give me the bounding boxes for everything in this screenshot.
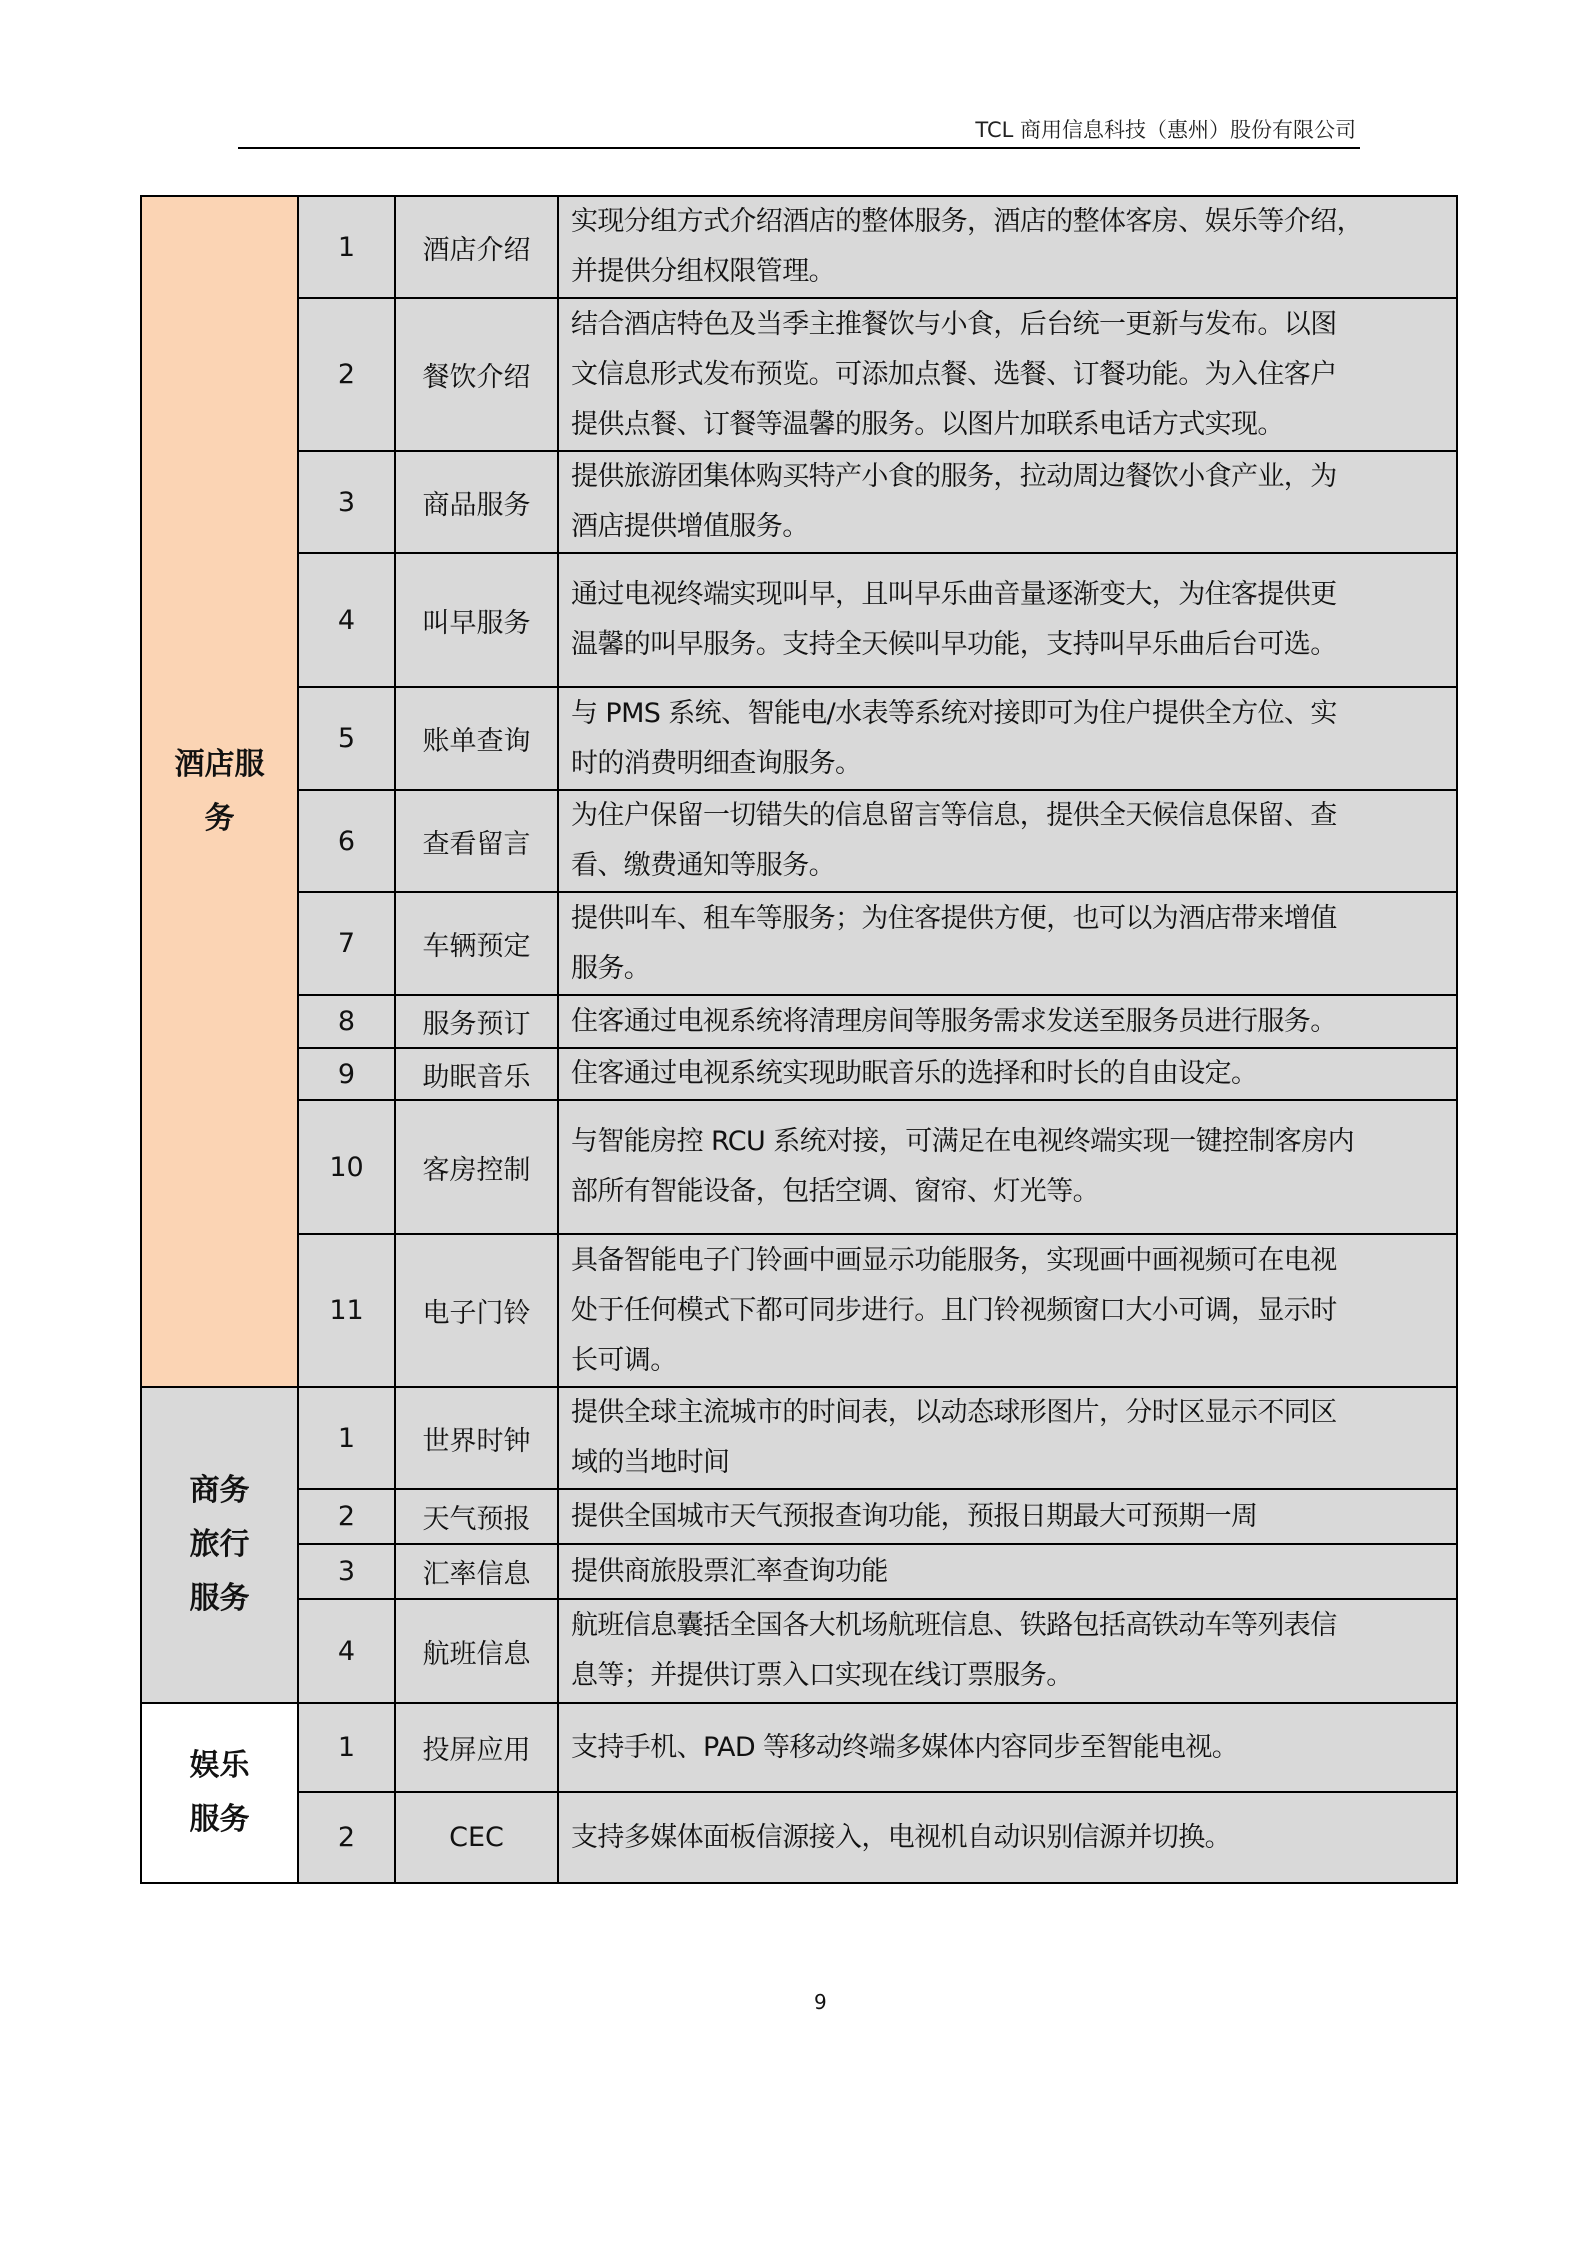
group-label-line: 娱乐 xyxy=(189,1748,250,1783)
item-description xyxy=(558,790,1457,892)
item-name: 天气预报 xyxy=(395,1489,558,1544)
description-line: 通过电视终端实现叫早，且叫早乐曲音量逐渐变大，为住客提供更 xyxy=(571,579,1337,610)
description-line: 息等；并提供订票入口实现在线订票服务。 xyxy=(571,1660,1073,1691)
item-name: 世界时钟 xyxy=(395,1387,558,1489)
table-row xyxy=(141,892,1457,995)
item-number: 3 xyxy=(298,1544,395,1599)
item-name: 查看留言 xyxy=(395,790,558,892)
item-name: 叫早服务 xyxy=(395,553,558,687)
description-line: 酒店提供增值服务。 xyxy=(571,511,809,542)
description-line: 处于任何模式下都可同步进行。且门铃视频窗口大小可调，显示时 xyxy=(571,1294,1337,1326)
table-row xyxy=(141,1387,1457,1489)
description-line: 提供叫车、租车等服务；为住客提供方便，也可以为酒店带来增值 xyxy=(571,902,1337,934)
item-description xyxy=(558,1703,1457,1792)
item-description xyxy=(558,553,1457,687)
description-line: 具备智能电子门铃画中画显示功能服务，实现画中画视频可在电视 xyxy=(571,1244,1337,1276)
item-name: 服务预订 xyxy=(395,995,558,1048)
table-row xyxy=(141,1703,1457,1792)
table-row xyxy=(141,687,1457,790)
description-line: 时的消费明细查询服务。 xyxy=(571,747,862,779)
table-row xyxy=(141,995,1457,1048)
table-row xyxy=(141,1234,1457,1387)
group-label-line: 服务 xyxy=(189,1581,250,1616)
service-table xyxy=(140,195,1458,1884)
item-number: 9 xyxy=(298,1048,395,1100)
description-line: 域的当地时间 xyxy=(571,1447,730,1478)
description-line: 提供旅游团集体购买特产小食的服务，拉动周边餐饮小食产业，为 xyxy=(571,461,1337,492)
item-number: 7 xyxy=(298,892,395,995)
description-line: 结合酒店特色及当季主推餐饮与小食，后台统一更新与发布。以图 xyxy=(571,308,1337,340)
description-line: 长可调。 xyxy=(571,1344,677,1376)
group-label-line: 旅行 xyxy=(189,1527,250,1562)
item-number: 1 xyxy=(298,1387,395,1489)
description-line: 与 PMS 系统、智能电/水表等系统对接即可为住户提供全方位、实 xyxy=(571,697,1337,729)
item-name: 餐饮介绍 xyxy=(395,298,558,451)
page-number: 9 xyxy=(814,1990,827,2014)
group-label-line: 务 xyxy=(204,800,235,836)
table-row xyxy=(141,298,1457,451)
item-name: 商品服务 xyxy=(395,451,558,553)
description-line: 住客通过电视系统实现助眠音乐的选择和时长的自由设定。 xyxy=(571,1058,1258,1089)
table-row xyxy=(141,1599,1457,1703)
description-line: 提供商旅股票汇率查询功能 xyxy=(571,1555,888,1587)
item-number: 1 xyxy=(298,1703,395,1792)
description-line: 为住户保留一切错失的信息留言等信息，提供全天候信息保留、查 xyxy=(571,800,1337,831)
item-name: 航班信息 xyxy=(395,1599,558,1703)
description-line: 提供全国城市天气预报查询功能，预报日期最大可预期一周 xyxy=(571,1500,1258,1532)
description-line: 实现分组方式介绍酒店的整体服务，酒店的整体客房、娱乐等介绍， xyxy=(571,206,1363,237)
group-label xyxy=(141,1703,298,1883)
item-number: 4 xyxy=(298,1599,395,1703)
item-number: 2 xyxy=(298,298,395,451)
item-description xyxy=(558,1100,1457,1234)
table-row xyxy=(141,1048,1457,1100)
group-label xyxy=(141,196,298,1387)
item-number: 6 xyxy=(298,790,395,892)
group-label-line: 服务 xyxy=(189,1802,250,1837)
item-number: 2 xyxy=(298,1792,395,1883)
group-label xyxy=(141,1387,298,1703)
item-number: 5 xyxy=(298,687,395,790)
table-row xyxy=(141,1792,1457,1883)
description-line: 服务。 xyxy=(571,952,651,984)
item-description xyxy=(558,995,1457,1048)
header-divider xyxy=(238,147,1360,149)
header-company-name: TCL 商用信息科技（惠州）股份有限公司 xyxy=(975,118,1356,142)
description-line: 文信息形式发布预览。可添加点餐、选餐、订餐功能。为入住客户 xyxy=(571,358,1337,390)
description-line: 看、缴费通知等服务。 xyxy=(571,850,835,881)
item-name: 车辆预定 xyxy=(395,892,558,995)
table-row xyxy=(141,1489,1457,1544)
item-description xyxy=(558,892,1457,995)
group-label-line: 酒店服 xyxy=(174,746,265,782)
table-row xyxy=(141,1544,1457,1599)
item-name: CEC xyxy=(395,1792,558,1883)
item-description xyxy=(558,1544,1457,1599)
description-line: 住客通过电视系统将清理房间等服务需求发送至服务员进行服务。 xyxy=(571,1005,1337,1037)
description-line: 提供点餐、订餐等温馨的服务。以图片加联系电话方式实现。 xyxy=(571,408,1284,440)
item-number: 1 xyxy=(298,196,395,298)
description-line: 支持手机、PAD 等移动终端多媒体内容同步至智能电视。 xyxy=(571,1731,1239,1763)
item-name: 客房控制 xyxy=(395,1100,558,1234)
item-number: 11 xyxy=(298,1234,395,1387)
item-number: 2 xyxy=(298,1489,395,1544)
item-description xyxy=(558,298,1457,451)
description-line: 温馨的叫早服务。支持全天候叫早功能，支持叫早乐曲后台可选。 xyxy=(571,629,1337,660)
item-description xyxy=(558,1387,1457,1489)
item-name: 电子门铃 xyxy=(395,1234,558,1387)
item-description xyxy=(558,196,1457,298)
item-description xyxy=(558,1599,1457,1703)
item-description xyxy=(558,687,1457,790)
item-number: 10 xyxy=(298,1100,395,1234)
item-description xyxy=(558,1234,1457,1387)
table-row xyxy=(141,196,1457,298)
group-label-line: 商务 xyxy=(189,1473,250,1508)
item-number: 4 xyxy=(298,553,395,687)
item-description xyxy=(558,1048,1457,1100)
description-line: 与智能房控 RCU 系统对接，可满足在电视终端实现一键控制客房内 xyxy=(571,1126,1354,1157)
item-description xyxy=(558,1792,1457,1883)
item-name: 汇率信息 xyxy=(395,1544,558,1599)
item-description xyxy=(558,1489,1457,1544)
item-name: 账单查询 xyxy=(395,687,558,790)
description-line: 航班信息囊括全国各大机场航班信息、铁路包括高铁动车等列表信 xyxy=(571,1610,1337,1641)
item-number: 8 xyxy=(298,995,395,1048)
item-number: 3 xyxy=(298,451,395,553)
item-name: 助眠音乐 xyxy=(395,1048,558,1100)
table-row xyxy=(141,553,1457,687)
table-row xyxy=(141,1100,1457,1234)
description-line: 提供全球主流城市的时间表，以动态球形图片，分时区显示不同区 xyxy=(571,1397,1337,1428)
item-description xyxy=(558,451,1457,553)
description-line: 支持多媒体面板信源接入，电视机自动识别信源并切换。 xyxy=(571,1821,1231,1853)
description-line: 并提供分组权限管理。 xyxy=(571,256,835,287)
table-row xyxy=(141,451,1457,553)
description-line: 部所有智能设备，包括空调、窗帘、灯光等。 xyxy=(571,1176,1099,1207)
item-name: 酒店介绍 xyxy=(395,196,558,298)
item-name: 投屏应用 xyxy=(395,1703,558,1792)
table-row xyxy=(141,790,1457,892)
